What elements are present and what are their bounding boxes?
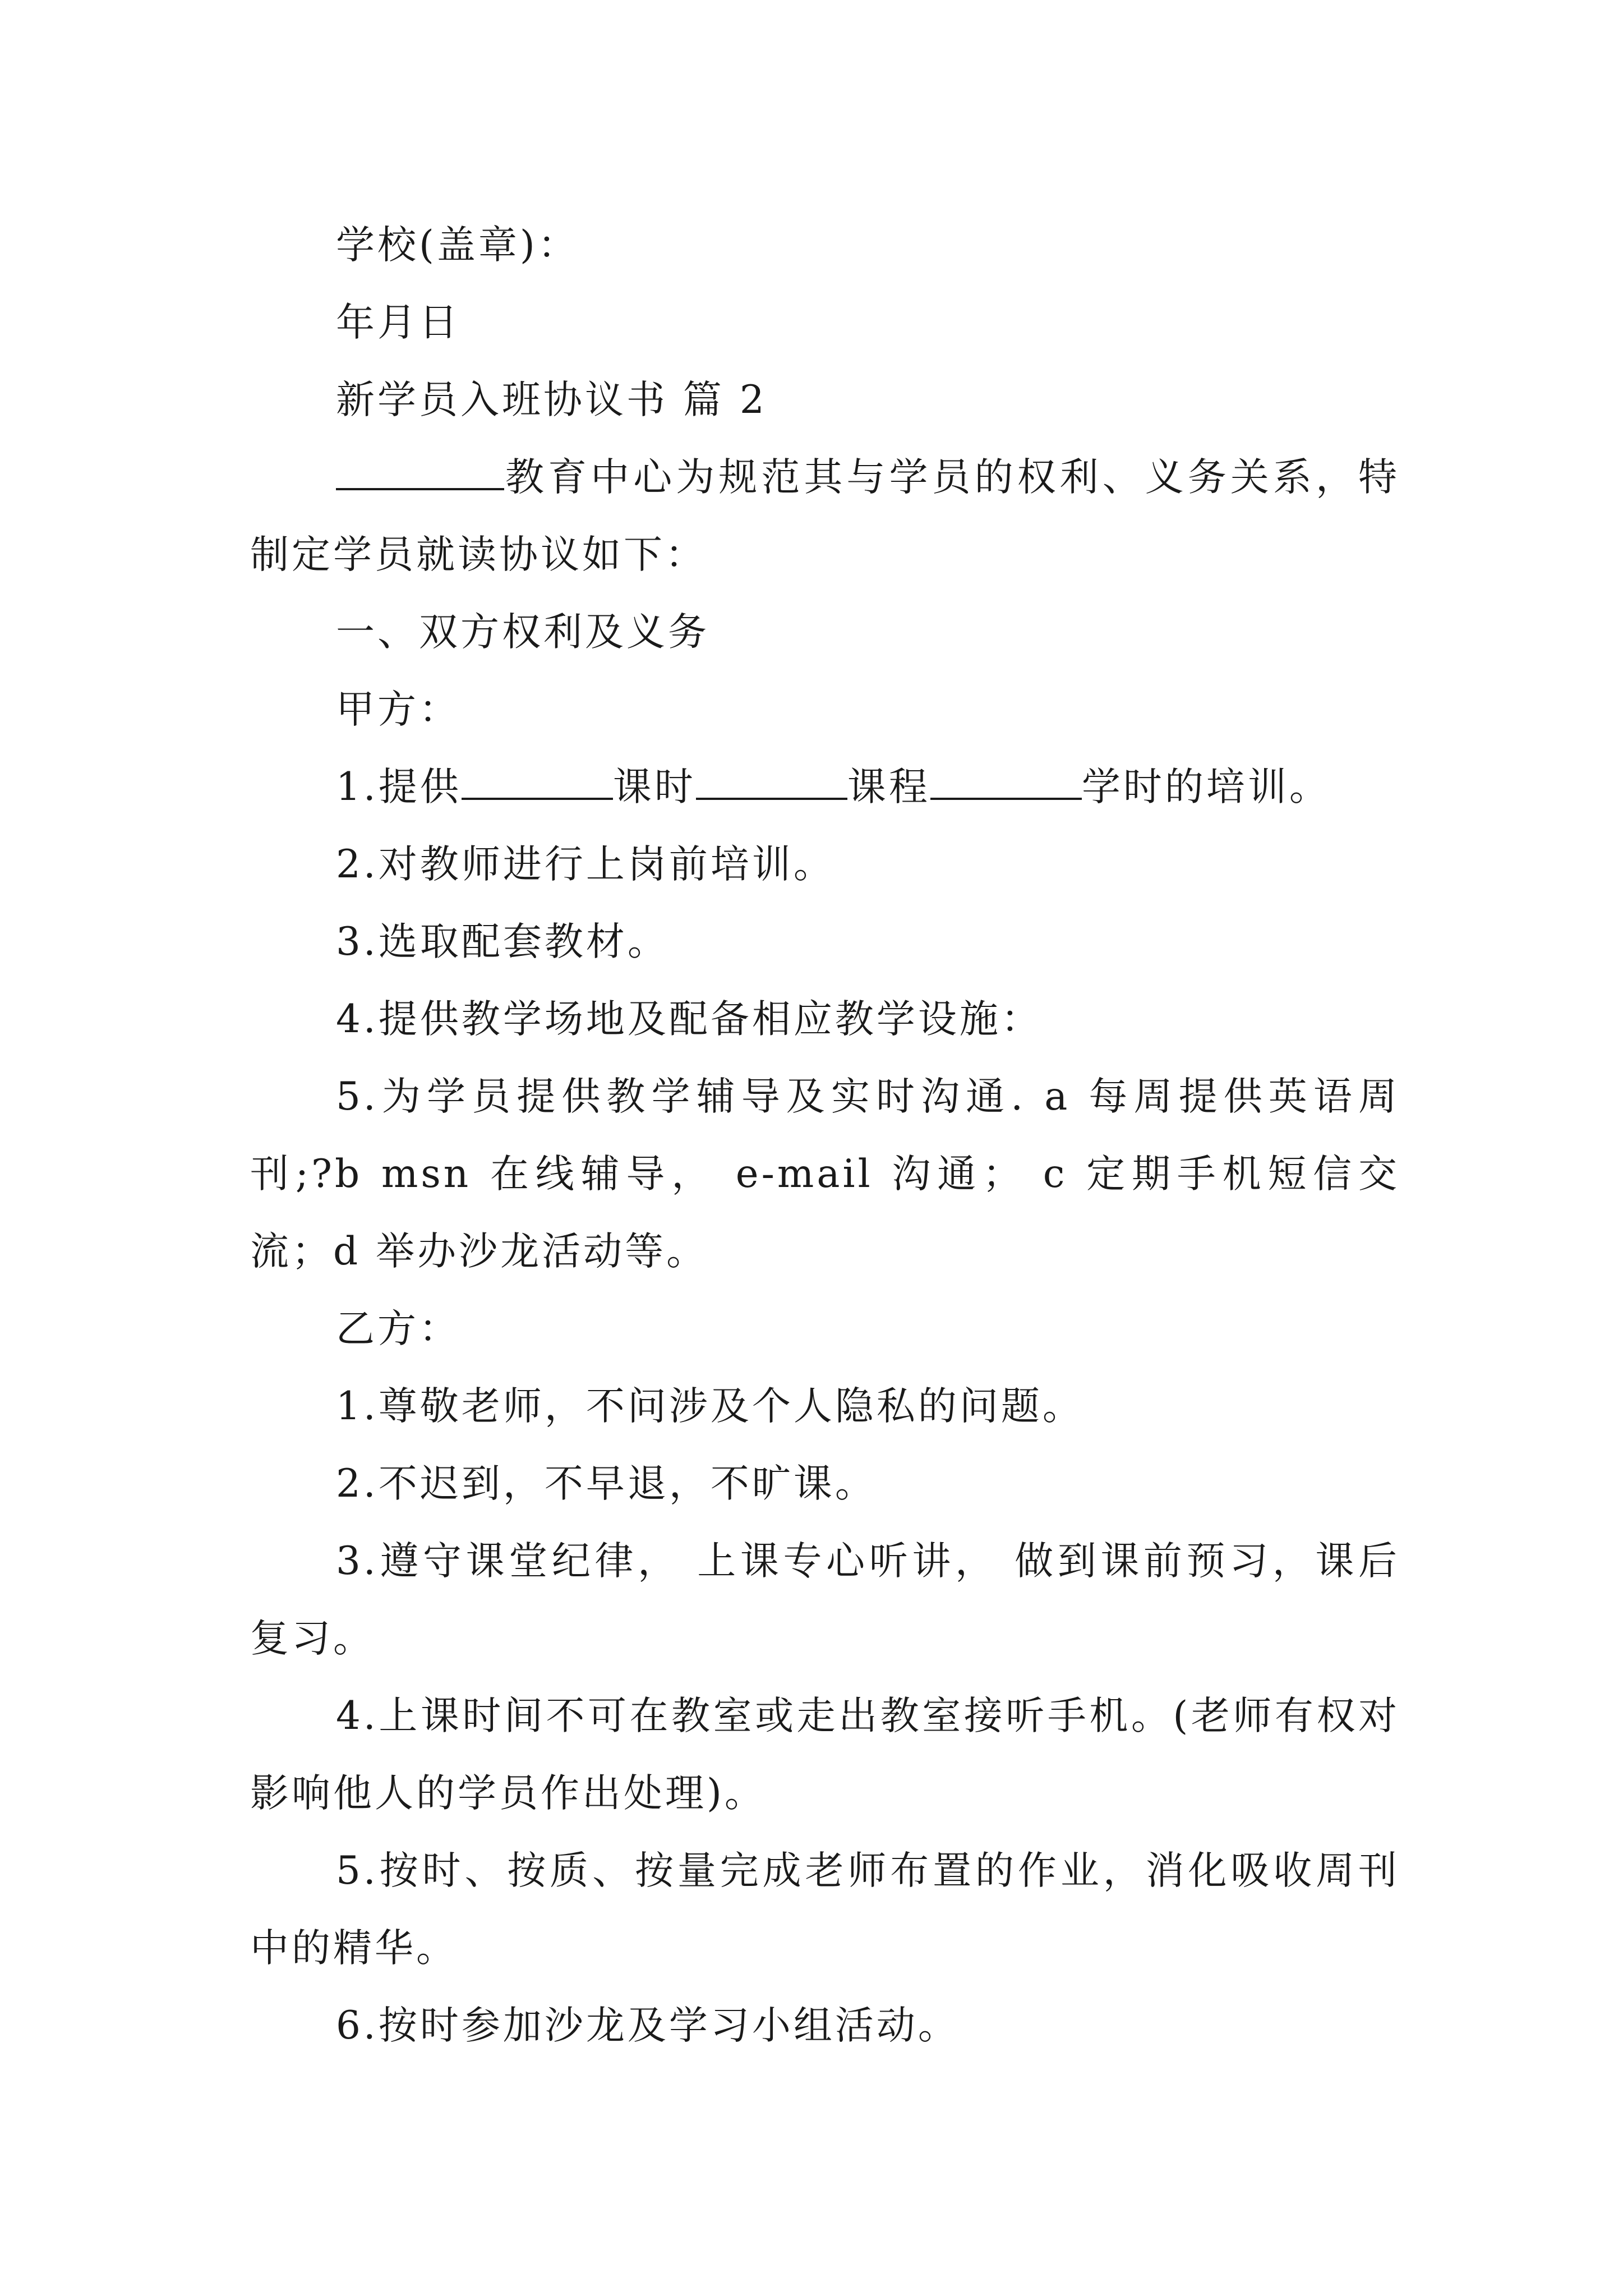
party-b-item-2: 2.不迟到，不早退，不旷课。 — [336, 1461, 877, 1506]
party-a-item-3: 3.选取配套教材。 — [336, 919, 669, 964]
item-text: 课时 — [612, 765, 696, 809]
section-title: 新学员入班协议书 篇 2 — [336, 378, 767, 422]
party-a-item-4: 4.提供教学场地及配备相应教学设施： — [336, 997, 1043, 1042]
party-a-item-2: 2.对教师进行上岗前培训。 — [336, 842, 835, 887]
date-line: 年月日 — [336, 300, 460, 345]
heading-rights: 一、双方权利及义务 — [336, 610, 709, 655]
party-a-item-5: 5.为学员提供教学辅导及实时沟通. a 每周提供英语周刊;?b msn 在线辅导， e-mail 沟通； c 定期手机短信交流；d 举办沙龙活动等。 — [250, 1074, 1400, 1274]
intro-paragraph — [250, 439, 1400, 593]
fill-blank-center-name — [336, 454, 504, 490]
fill-blank-course — [696, 764, 847, 800]
party-b-item-4: 4.上课时间不可在教室或走出教室接听手机。(老师有权对影响他人的学员作出处理)。 — [250, 1694, 1400, 1816]
fill-blank-study-hours — [930, 764, 1082, 800]
item-text: 课程 — [847, 765, 930, 809]
item-text: 1.提供 — [336, 765, 462, 809]
school-seal-line: 学校(盖章)： — [336, 223, 579, 268]
intro-text: 教育中心为规范其与学员的权利、义务关系，特制定学员就读协议如下： — [250, 455, 1400, 577]
party-a-item-1 — [250, 748, 1400, 826]
party-b-item-6: 6.按时参加沙龙及学习小组活动。 — [336, 2003, 960, 2048]
party-b-item-1: 1.尊敬老师，不问涉及个人隐私的问题。 — [336, 1384, 1084, 1429]
party-b-label: 乙方： — [336, 1306, 460, 1351]
document-body — [250, 206, 1400, 2064]
party-b-item-5: 5.按时、按质、按量完成老师布置的作业，消化吸收周刊中的精华。 — [250, 1848, 1400, 1971]
party-b-item-3: 3.遵守课堂纪律， 上课专心听讲， 做到课前预习，课后复习。 — [250, 1539, 1400, 1661]
item-text: 学时的培训。 — [1081, 765, 1331, 809]
fill-blank-hours — [462, 764, 613, 800]
party-a-label: 甲方： — [336, 687, 460, 732]
